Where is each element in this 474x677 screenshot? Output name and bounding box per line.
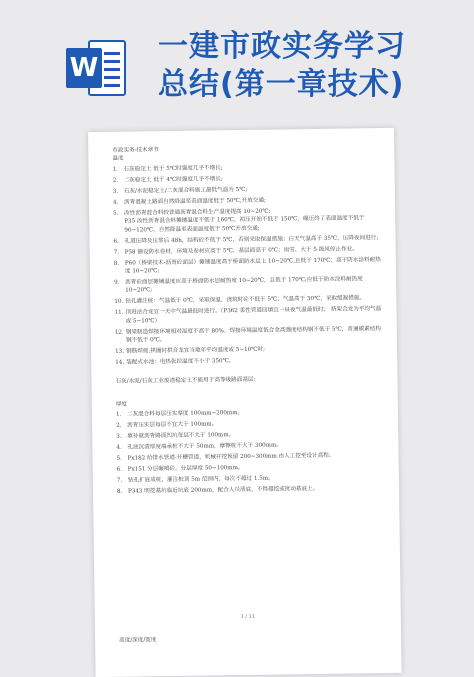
word-letter: W <box>66 48 102 88</box>
list-item <box>113 195 383 207</box>
list-item-number: 2. <box>116 422 122 429</box>
list-item-number: 14. <box>115 359 125 367</box>
section-title-temperature: 温度 <box>112 156 124 163</box>
list-item-number: 5. <box>116 455 122 462</box>
list-item-text: 改性沥青混合料较普通沥青混合料生产温度提高 10~20℃; P35 改性沥青混合料摊铺温度不低于 160℃，初压开始不低于 150℃，碾压终了表面温度不低于 90~120℃，自然降温至表面温度低于 50℃开放交通; <box>124 208 365 234</box>
list-item <box>113 206 383 235</box>
list-item-text: 沥青砼面层摊铺温度应高于桥面防水层耐热度 10~20℃，且低于 170℃;应低于防水涂料耐热度 10~20℃; <box>125 276 363 295</box>
list-item-number: 2. <box>112 177 119 184</box>
list-item <box>115 344 385 356</box>
list-item-text: 二灰混合料每层压实厚度 100mm~200mm。 <box>126 410 244 418</box>
list-item-number: 4. <box>116 444 122 451</box>
banner <box>0 0 474 120</box>
list-item <box>114 294 384 306</box>
list-item-number: 12. <box>114 329 124 336</box>
list-item-text: 沥青混凝土路面自然降温至表面温度低于 50℃,开放交通; <box>123 197 266 206</box>
list-item-number: 8. <box>116 488 123 495</box>
temperature-list <box>112 162 385 368</box>
list-item-number: 9. <box>114 279 120 286</box>
list-item-text: 钻孔扩底成桩，灌注桩顶 5m 范围内，每次不超过 1.5m。 <box>127 475 274 484</box>
list-item-text: P60（桥梁技术-沥青砼面层）摊铺温度高于桥面防水层上 10~20℃,且低于 170℃；高于防水涂料耐热度 10~20℃; <box>124 256 381 275</box>
list-item-number: 4. <box>112 199 119 206</box>
list-item-number: 10. <box>114 299 124 306</box>
list-item-number: 7. <box>113 249 120 256</box>
list-item <box>113 234 383 246</box>
list-item-text: P343 明挖基坑临近坑底 200mm，配合人员清底，不得超挖或扰动基底土。 <box>127 486 319 495</box>
bottom-section-title: 高度/深度/宽度 <box>119 637 157 644</box>
list-item <box>114 305 384 326</box>
list-item-number: 5. <box>113 210 119 217</box>
list-item <box>116 429 386 441</box>
list-item-text: 孔道压降及压浆后 48h，结构砼不低于 5℃，否则采取保温措施；白天气温高于 35℃，压降夜间进行; <box>124 234 379 245</box>
list-item-number: 1. <box>112 166 118 173</box>
list-item-number: 11. <box>114 310 124 317</box>
list-item-text: 石灰/水泥稳定土/二灰混合料施工最低气温为 5℃; <box>123 186 248 195</box>
list-item-text: Px182 给排水管道-开槽管道，机械开挖预留 200~300mm 由人工挖至设计高程。 <box>127 452 335 462</box>
title-line-1: 一建市政实务学习 <box>158 29 406 64</box>
list-item-number: 6. <box>113 238 119 245</box>
list-item-number: 3. <box>116 433 122 440</box>
page-number: 1 / 11 <box>240 613 256 621</box>
document-content <box>112 143 387 499</box>
thickness-list <box>116 407 387 496</box>
list-item-text: P58 铺设防水卷材，环境及卷材应高于 5℃，基层面高于 0℃；雨雪、大于 5 级风停止作业。 <box>124 246 358 256</box>
list-item <box>117 473 387 485</box>
list-item-number: 13. <box>115 348 125 356</box>
list-item-number: 8. <box>113 260 120 267</box>
mid-note: 石灰/水泥/石灰工业废渣稳定土不能用于高等级路面基层; <box>115 377 256 386</box>
list-item-number: 7. <box>116 477 123 484</box>
list-item <box>116 440 386 452</box>
list-item <box>117 484 387 496</box>
word-icon <box>66 36 126 100</box>
banner-title <box>158 28 458 104</box>
list-item <box>115 355 385 367</box>
list-item <box>115 325 385 346</box>
list-item-text: 钻孔灌注桩：气温低于 0℃，采取保温，浇筑时砼不低于 5℃；气温高于 30℃，采取缓凝措施。 <box>125 295 366 306</box>
list-item-text: 钢筋焊接,拱圈封拱合龙宜当地年平均温度或 5~10℃时; <box>126 346 266 355</box>
title-line-2: 总结(第一章技术) <box>158 67 405 102</box>
list-item-number: 6. <box>116 466 123 473</box>
list-item-text: 沥青压实层每层不宜大于 100mm。 <box>127 421 218 429</box>
list-item-text: 二灰稳定土 低于 4℃时强度几乎不增长; <box>123 176 223 184</box>
list-item-text: 钢梁制造焊接环境相对湿度不高于 80%，焊接环境温度低合金高强度结构钢不低于 5℃，普通碳素结构钢不低于 0℃。 <box>125 325 381 344</box>
list-item-number: 1. <box>115 411 122 418</box>
section-title-thickness: 厚度 <box>115 401 128 408</box>
document-header-line: 市政实务-技术章节 <box>112 147 159 154</box>
list-item-text: 填补就沥青路面凹坑每层不大于 100mm。 <box>127 432 235 440</box>
list-item <box>113 173 383 185</box>
list-item-text: 石灰稳定土 低于 5℃时强度几乎不增长; <box>123 165 223 173</box>
list-item <box>114 245 384 257</box>
list-item <box>113 184 383 196</box>
document-page <box>88 128 402 677</box>
list-item <box>112 162 382 174</box>
list-item-text: 顶进法合龙宜一天中气温最低时进行。（P362 柔性管道回填宜一昼夜气温最低时； 挤架合龙为平均气温或 5~10℃） <box>125 306 382 325</box>
list-item <box>117 462 387 474</box>
list-item <box>116 418 386 430</box>
list-item-number: 3. <box>112 188 119 195</box>
list-item-text: 孔底沉渣厚度端承桩不大于 50mm，摩擦桩不大于 300mm。 <box>127 442 282 451</box>
list-item-text: 装配式水池：电热张拉温度不小于 350℃。 <box>126 358 235 366</box>
list-item <box>114 256 384 277</box>
list-item <box>117 451 387 463</box>
list-item <box>114 275 384 296</box>
list-item-text: Px151 分层碾喷砼，分层厚度 50~100mm。 <box>127 465 244 473</box>
list-item <box>116 407 386 419</box>
